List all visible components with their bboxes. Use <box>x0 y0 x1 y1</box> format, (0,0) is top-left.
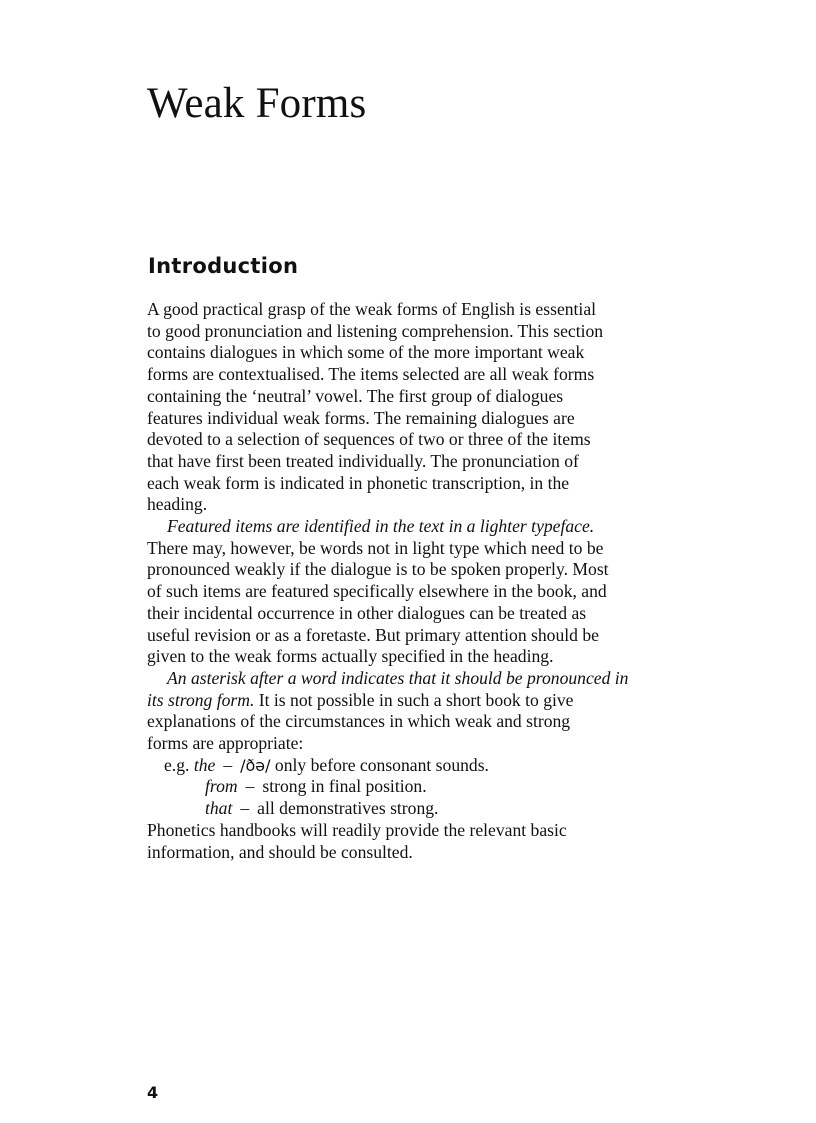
phonetic-transcription: /ðə/ <box>240 755 271 775</box>
text-line: contains dialogues in which some of the more important weak <box>147 342 585 363</box>
text-line: useful revision or as a foretaste. But primary attention should be <box>147 624 599 645</box>
text-line: their incidental occurrence in other dialogues can be treated as <box>147 602 587 623</box>
example-row <box>147 755 707 777</box>
example-dash: – <box>245 776 255 797</box>
example-dash: – <box>223 754 233 775</box>
example-row <box>147 776 707 798</box>
text-line: containing the ‘neutral’ vowel. The first group of dialogues <box>147 385 564 406</box>
italic-lead-end: its strong form. <box>147 689 255 710</box>
examples-list <box>147 755 707 820</box>
example-note: only before consonant sounds. <box>270 754 489 775</box>
text-line: to good pronunciation and listening comprehension. This section <box>147 320 604 341</box>
italic-lead: Featured items are identified in the text in a lighter typeface. <box>167 516 595 537</box>
paragraph-1 <box>147 299 707 516</box>
page-title: Weak Forms <box>147 80 367 127</box>
text-line <box>147 690 707 712</box>
text-line: pronounced weakly if the dialogue is to be spoken properly. Most <box>147 559 609 580</box>
text-line: heading. <box>147 494 208 515</box>
example-note: all demonstratives strong. <box>257 798 439 819</box>
closing-paragraph <box>147 820 707 863</box>
example-word: that <box>205 798 233 819</box>
example-note: strong in final position. <box>262 776 427 797</box>
eg-label: e.g. <box>164 754 190 775</box>
text-line: features individual weak forms. The remaining dialogues are <box>147 407 575 428</box>
text-line: forms are appropriate: <box>147 733 304 754</box>
example-word: from <box>205 776 238 797</box>
text-line: explanations of the circumstances in which weak and strong <box>147 711 571 732</box>
body-text <box>147 299 707 863</box>
italic-lead: An asterisk after a word indicates that it should be pronounced in <box>167 667 629 688</box>
text-line: of such items are featured specifically elsewhere in the book, and <box>147 581 607 602</box>
text-line: each weak form is indicated in phonetic transcription, in the <box>147 472 570 493</box>
text-line: devoted to a selection of sequences of two or three of the items <box>147 429 591 450</box>
text-line: that have first been treated individually. The pronunciation of <box>147 450 579 471</box>
text-line: forms are contextualised. The items selected are all weak forms <box>147 364 595 385</box>
example-row <box>147 798 707 820</box>
text-line: Phonetics handbooks will readily provide the relevant basic <box>147 819 567 840</box>
text-run: It is not possible in such a short book to give <box>254 689 574 710</box>
paragraph-3 <box>147 668 707 755</box>
text-line: information, and should be consulted. <box>147 841 413 862</box>
text-line: given to the weak forms actually specified in the heading. <box>147 646 554 667</box>
text-line: There may, however, be words not in light type which need to be <box>147 537 604 558</box>
section-heading-introduction: Introduction <box>148 254 299 278</box>
paragraph-2 <box>147 516 707 668</box>
page-number: 4 <box>147 1083 159 1102</box>
text-line: A good practical grasp of the weak forms of English is essential <box>147 299 597 319</box>
example-dash: – <box>240 798 250 819</box>
example-word: the <box>193 754 216 775</box>
